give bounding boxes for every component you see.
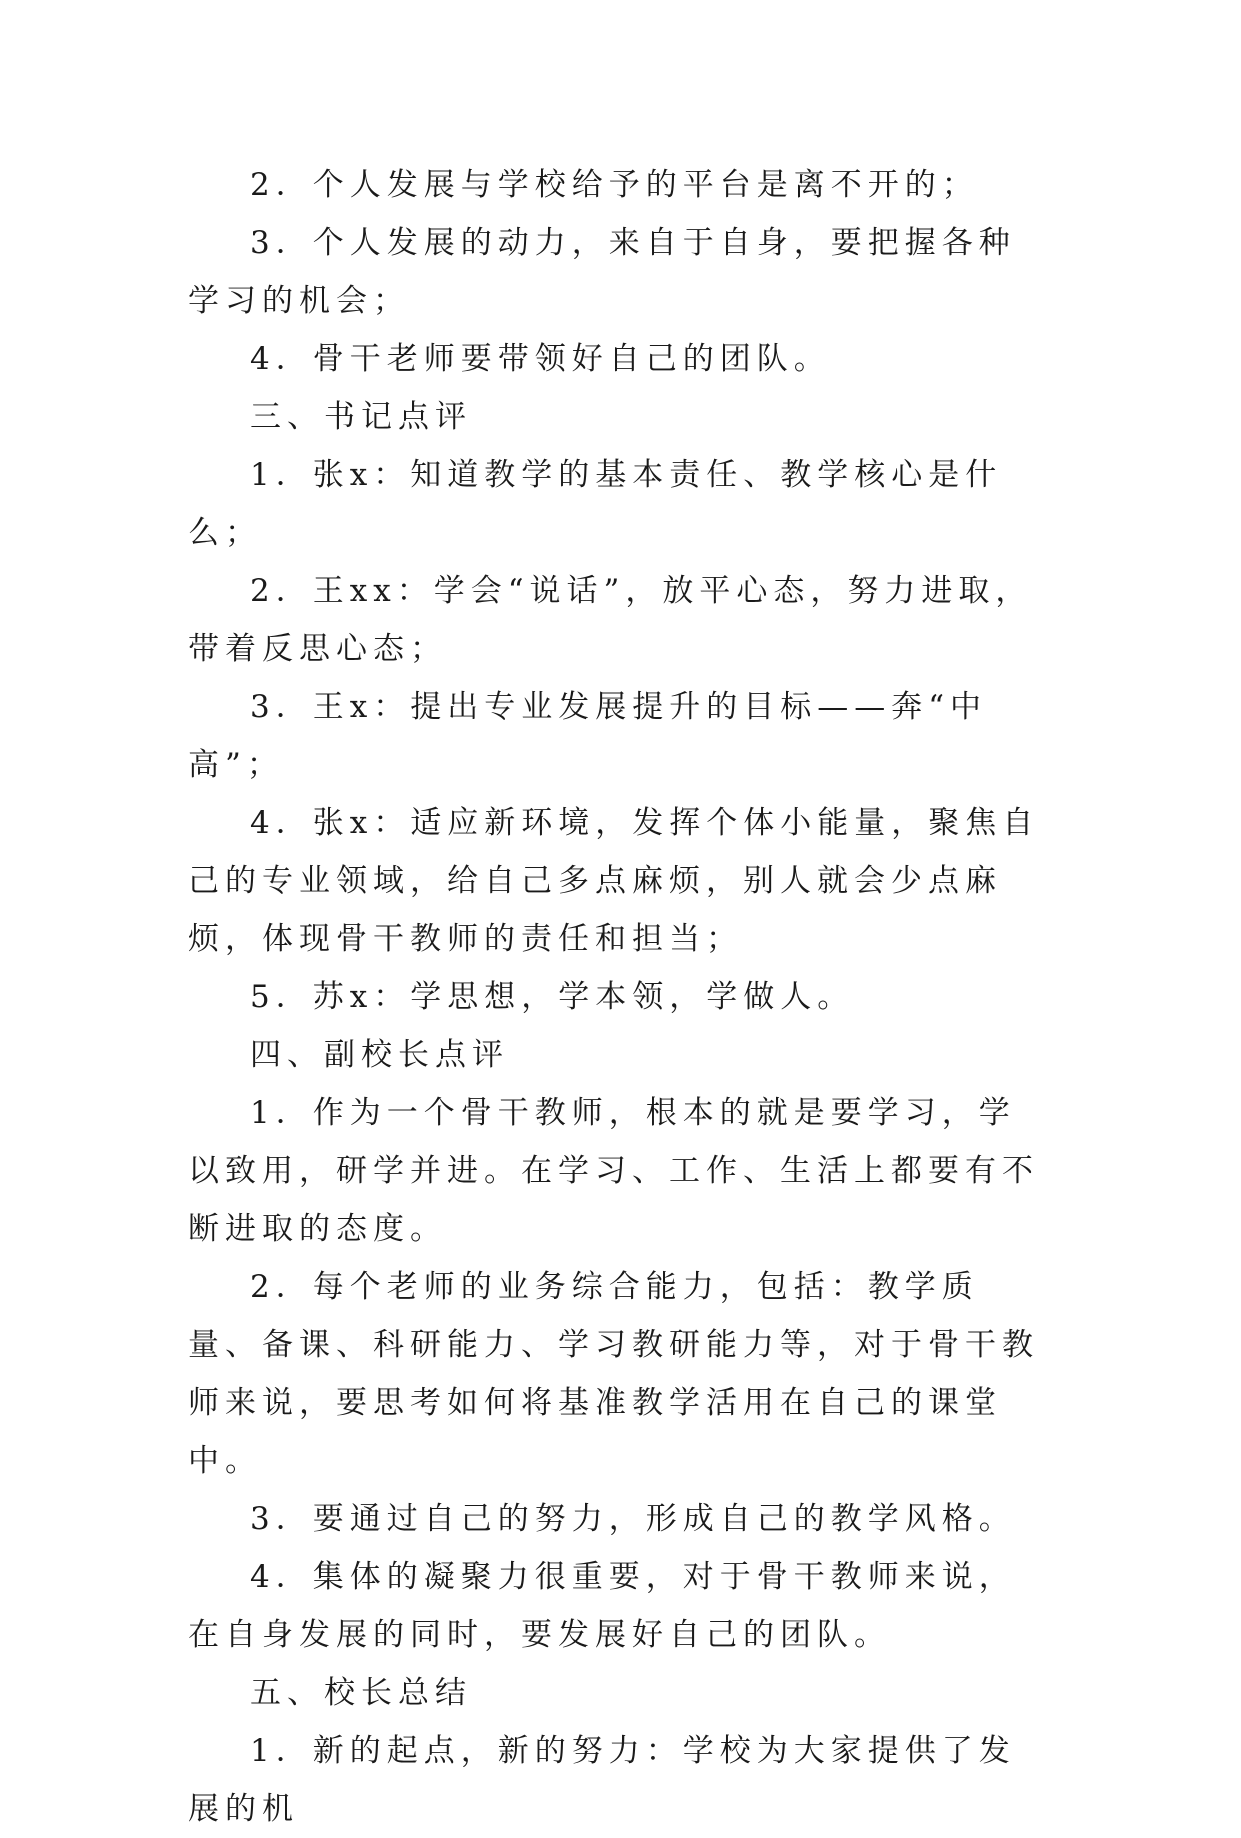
paragraph-item-zhang-x-2: 4．张x：适应新环境，发挥个体小能量，聚焦自己的专业领域，给自己多点麻烦，别人就会少点麻烦，体现骨干教师的责任和担当； — [188, 805, 1040, 957]
paragraph-item-wang-xx: 2．王xx：学会“说话”，放平心态，努力进取，带着反思心态； — [188, 573, 1033, 667]
document-page — [188, 156, 1050, 1838]
section-heading-vice-principal-comments: 四、副校长点评 — [250, 1037, 509, 1073]
paragraph-item-su-x: 5．苏x：学思想，学本领，学做人。 — [250, 979, 855, 1015]
paragraph-vp-item-2: 2．每个老师的业务综合能力，包括：教学质量、备课、科研能力、学习教研能力等，对于骨干教师来说，要思考如何将基准教学活用在自己的课堂中。 — [188, 1269, 1039, 1479]
section-heading-principal-summary: 五、校长总结 — [250, 1675, 472, 1711]
paragraph-item-zhang-x: 1．张x：知道教学的基本责任、教学核心是什么； — [188, 457, 1003, 551]
paragraph-vp-item-4: 4．集体的凝聚力很重要，对于骨干教师来说，在自身发展的同时，要发展好自己的团队。 — [188, 1559, 1016, 1653]
paragraph-item-3: 3．个人发展的动力，来自于自身，要把握各种学习的机会； — [188, 225, 1016, 319]
paragraph-item-2: 2．个人发展与学校给予的平台是离不开的； — [250, 167, 979, 203]
paragraph-item-wang-x: 3．王x：提出专业发展提升的目标——奔“中高”； — [188, 689, 988, 783]
paragraph-principal-item-1: 1．新的起点，新的努力：学校为大家提供了发展的机 — [188, 1733, 1016, 1827]
section-heading-secretary-comments: 三、书记点评 — [250, 399, 472, 435]
paragraph-vp-item-3: 3．要通过自己的努力，形成自己的教学风格。 — [250, 1501, 1016, 1537]
paragraph-item-4: 4．骨干老师要带领好自己的团队。 — [250, 341, 831, 377]
paragraph-vp-item-1: 1．作为一个骨干教师，根本的就是要学习，学以致用，研学并进。在学习、工作、生活上都要有不断进取的态度。 — [188, 1095, 1039, 1247]
